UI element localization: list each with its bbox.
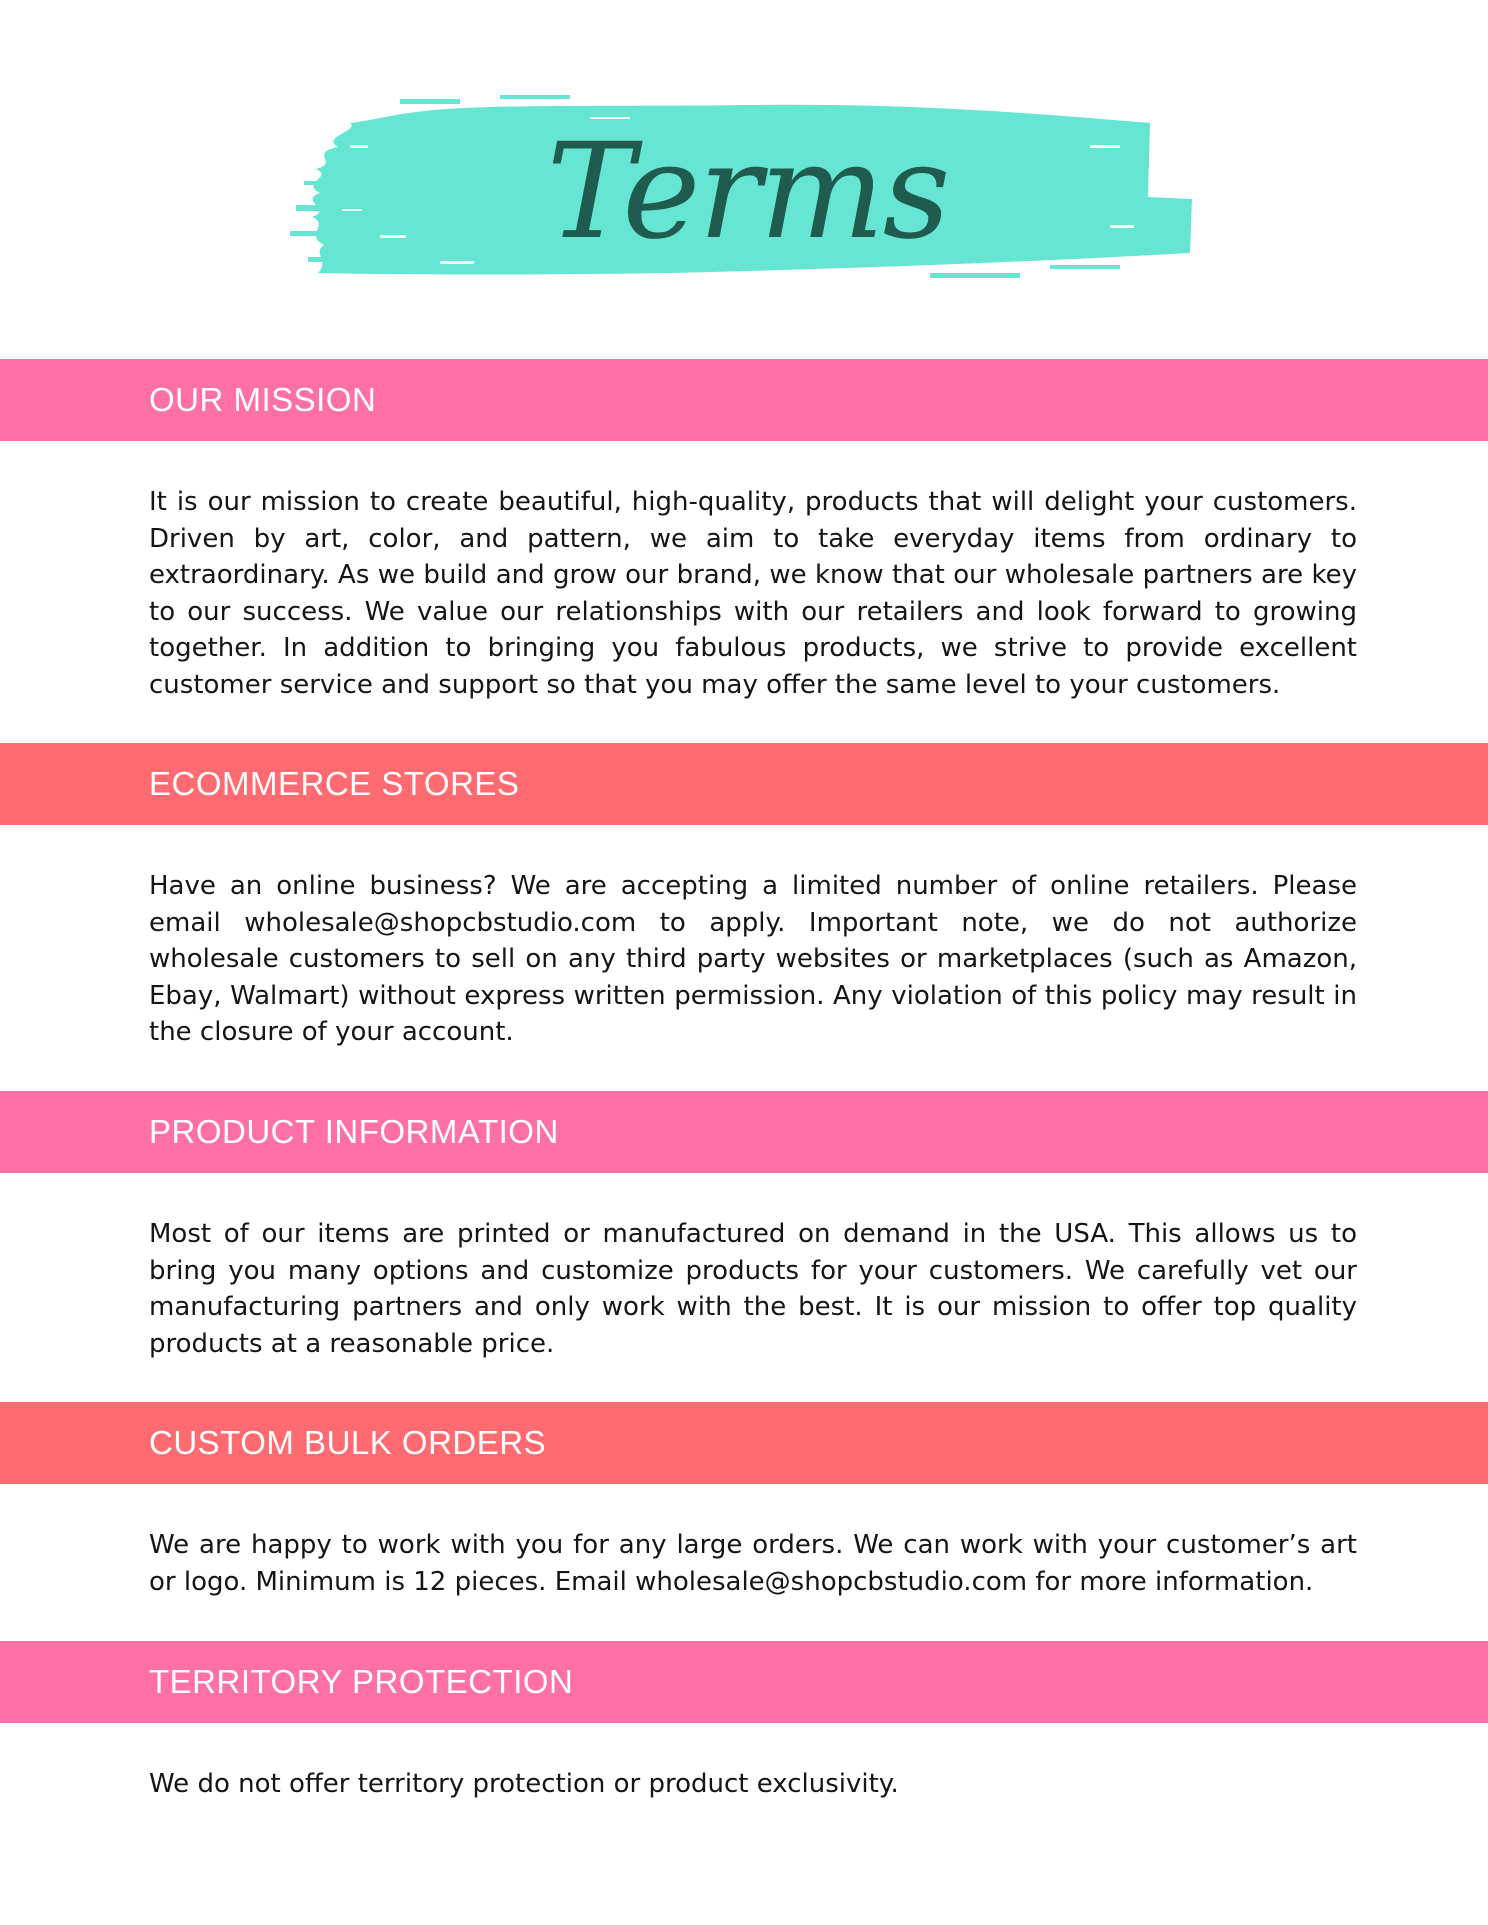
section-body-our-mission: It is our mission to create beautiful, high-quality, products that will delight your customers. Driven by art, color, and pattern, we aim to take everyday items from ordinary to extraordinary. As we build and grow our brand, we know that our wholesale partners are key to our success. We value our relationships with our retailers and look forward to growing together. In addition to bringing you fabulous products, we strive to provide excellent customer service and support so that you may offer the same level to your customers.: [149, 487, 1357, 700]
section-header-custom-bulk-orders: [0, 1402, 1488, 1484]
section-header-ecommerce-stores: [0, 743, 1488, 825]
section-heading: ECOMMERCE STORES: [149, 765, 520, 802]
section-heading: TERRITORY PROTECTION: [149, 1663, 574, 1700]
section-header-territory-protection: [0, 1641, 1488, 1723]
section-header-product-information: [0, 1091, 1488, 1173]
section-body-ecommerce-stores: Have an online business? We are accepting a limited number of online retailers. Please email wholesale@shopcbstudio.com to apply. Important note, we do not authorize wholesale customers to sell on any third party websites or marketplaces (such as Amazon, Ebay, Walmart) without express written permission. Any violation of this policy may result in the closure of your account.: [149, 871, 1357, 1048]
section-body-custom-bulk-orders: We are happy to work with you for any large orders. We can work with your customer’s art or logo. Minimum is 12 pieces. Email wholesale@shopcbstudio.com for more information.: [149, 1530, 1357, 1597]
page-title: Terms: [546, 115, 949, 269]
section-body-product-information: Most of our items are printed or manufactured on demand in the USA. This allows us to bring you many options and customize products for your customers. We carefully vet our manufacturing partners and only work with the best. It is our mission to offer top quality products at a reasonable price.: [149, 1219, 1357, 1359]
section-heading: CUSTOM BULK ORDERS: [149, 1424, 547, 1461]
section-heading: PRODUCT INFORMATION: [149, 1113, 559, 1150]
section-heading: OUR MISSION: [149, 381, 377, 418]
section-body-territory-protection: We do not offer territory protection or product exclusivity.: [149, 1769, 899, 1799]
section-header-our-mission: [0, 359, 1488, 441]
page-title-banner: [290, 85, 1205, 295]
